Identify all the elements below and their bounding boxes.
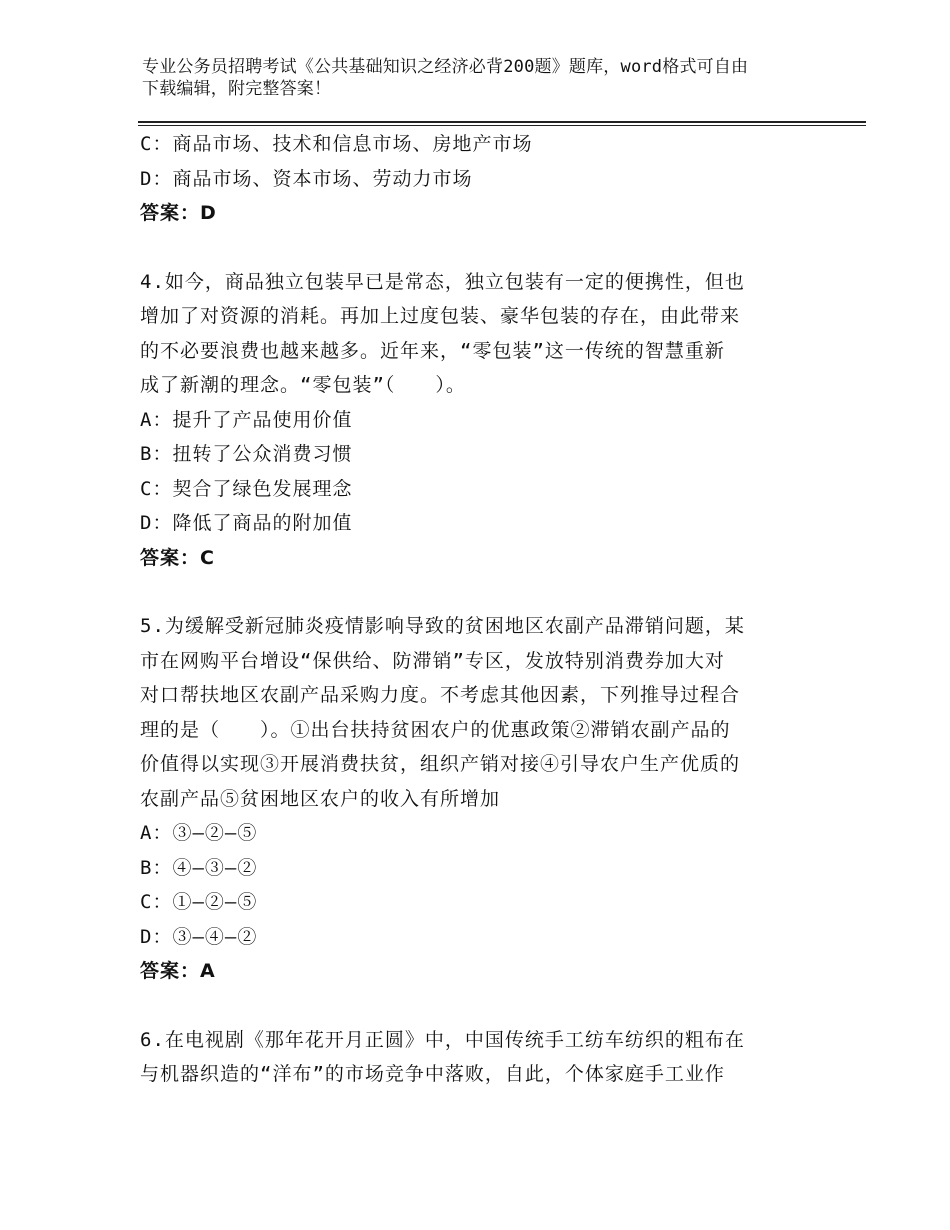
q4-stem-line: 成了新潮的理念。“零包装”（ ）。 xyxy=(140,374,466,396)
q6-stem xyxy=(140,1023,802,1092)
header-line-2: 下载编辑，附完整答案！ xyxy=(142,79,332,99)
header-line-1: 专业公务员招聘考试《公共基础知识之经济必背200题》题库，word格式可自由 xyxy=(142,57,749,77)
q5-option-a: A：③—②—⑤ xyxy=(140,822,258,844)
q5-option-d: D：③—④—② xyxy=(140,925,258,948)
question-6 xyxy=(140,1023,802,1092)
q4-option-a: A：提升了产品使用价值 xyxy=(140,408,353,431)
question-4 xyxy=(140,265,802,576)
q3-option-c: C：商品市场、技术和信息市场、房地产市场 xyxy=(140,133,533,155)
q6-stem-line: 与机器织造的“洋布”的市场竞争中落败，自此，个体家庭手工业作 xyxy=(140,1063,725,1085)
q3-option-d: D：商品市场、资本市场、劳动力市场 xyxy=(140,167,473,190)
q5-option-b: B：④—③—② xyxy=(140,856,258,879)
q5-stem xyxy=(140,609,802,816)
q4-stem-line: 4.如今，商品独立包装早已是常态，独立包装有一定的便携性，但也 xyxy=(140,270,745,293)
q5-option-c: C：①—②—⑤ xyxy=(140,891,258,913)
question-5 xyxy=(140,609,802,989)
q5-answer: 答案：A xyxy=(140,960,216,982)
q4-answer: 答案：C xyxy=(140,546,215,569)
q5-stem-line: 5.为缓解受新冠肺炎疫情影响导致的贫困地区农副产品滞销问题，某 xyxy=(140,615,745,637)
page-header xyxy=(142,56,822,100)
q5-stem-line: 对口帮扶地区农副产品采购力度。不考虑其他因素，下列推导过程合 xyxy=(140,684,741,706)
q5-stem-line: 市在网购平台增设“保供给、防滞销”专区，发放特别消费券加大对 xyxy=(140,649,725,672)
question-content xyxy=(140,127,802,1092)
q5-stem-line: 农副产品⑤贫困地区农户的收入有所增加 xyxy=(140,787,501,810)
question-3-tail xyxy=(140,127,802,231)
q4-stem-line: 增加了对资源的消耗。再加上过度包装、豪华包装的存在，由此带来 xyxy=(140,305,741,327)
q5-stem-line: 价值得以实现③开展消费扶贫，组织产销对接④引导农户生产优质的 xyxy=(140,753,741,775)
q4-option-b: B：扭转了公众消费习惯 xyxy=(140,443,353,465)
q4-stem xyxy=(140,265,802,403)
q4-option-d: D：降低了商品的附加值 xyxy=(140,512,353,534)
header-rule-thin xyxy=(138,125,866,126)
q4-option-c: C：契合了绿色发展理念 xyxy=(140,477,353,500)
header-rule-thick xyxy=(138,121,866,123)
q6-stem-line: 6.在电视剧《那年花开月正圆》中，中国传统手工纺车纺织的粗布在 xyxy=(140,1028,745,1051)
q3-answer: 答案：D xyxy=(140,202,217,224)
q5-stem-line: 理的是（ ）。①出台扶持贫困农户的优惠政策②滞销农副产品的 xyxy=(140,718,731,741)
q4-stem-line: 的不必要浪费也越来越多。近年来，“零包装”这一传统的智慧重新 xyxy=(140,339,725,362)
